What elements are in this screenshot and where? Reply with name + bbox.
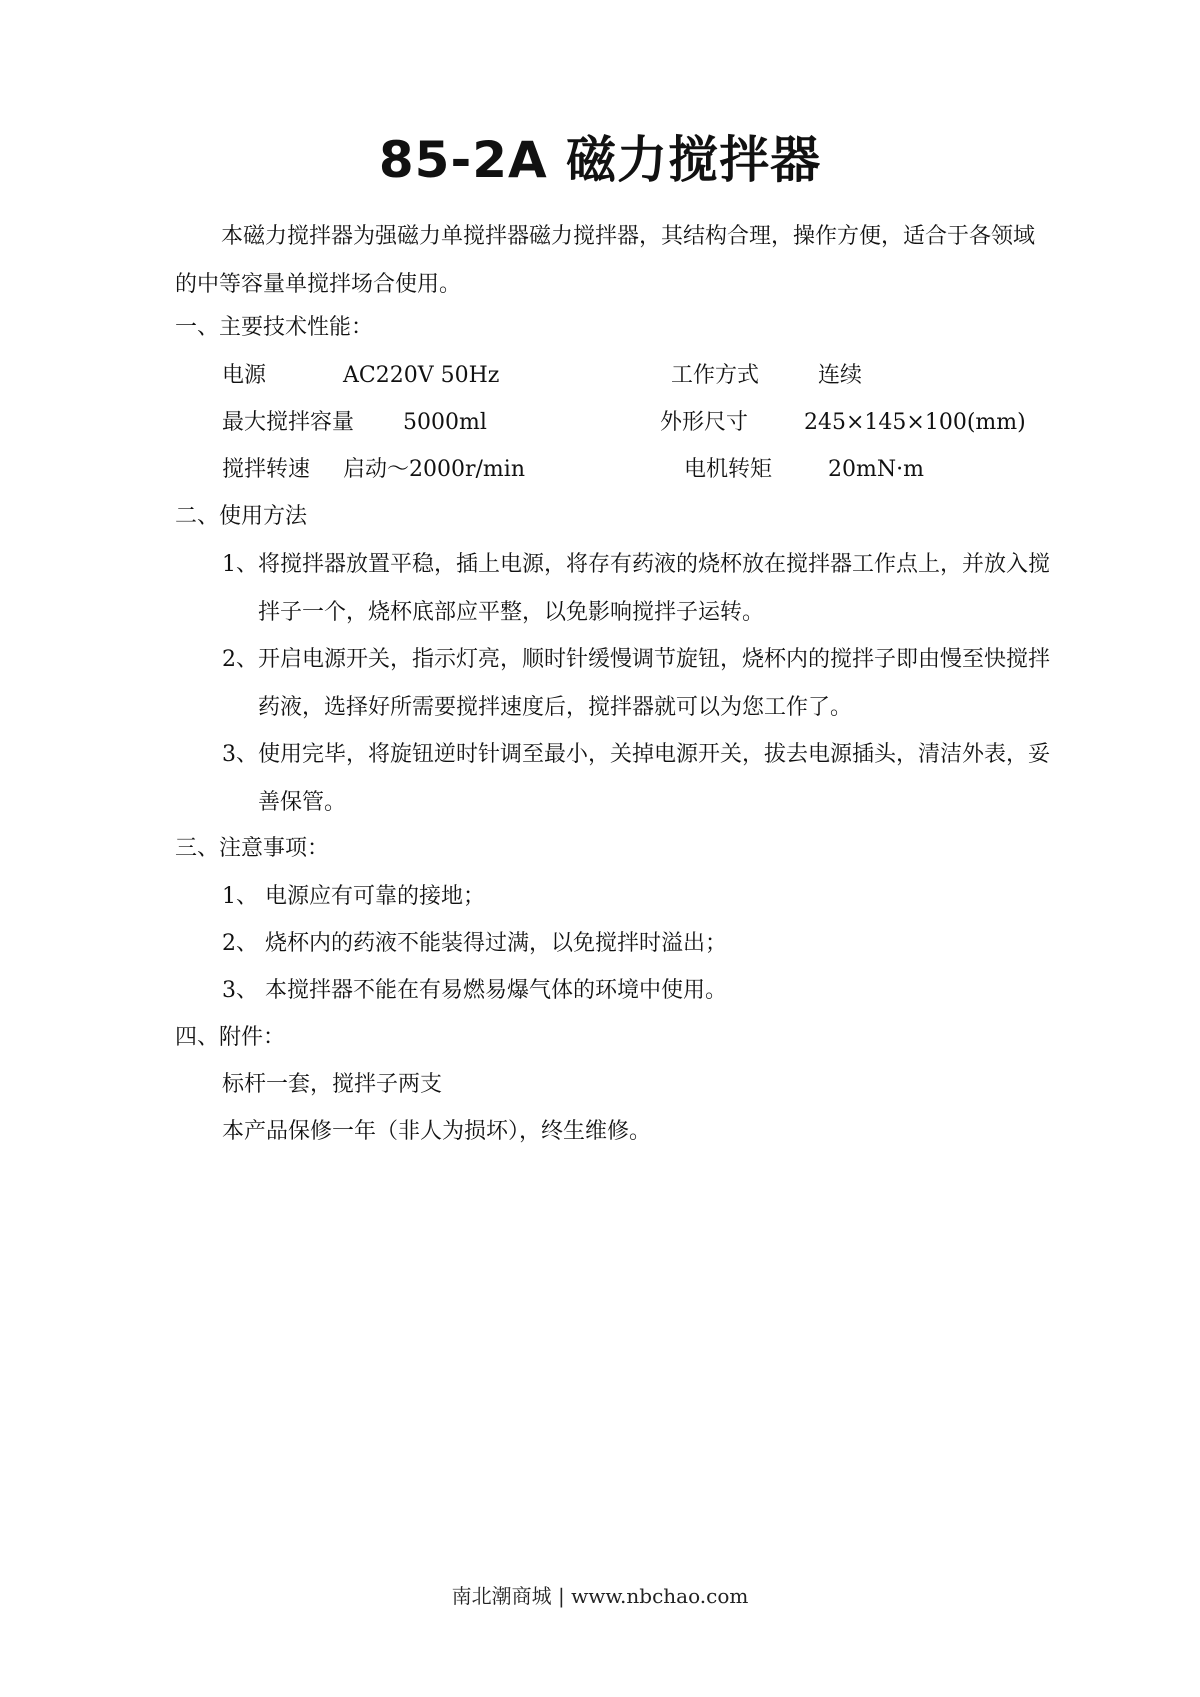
spec-label: 最大搅拌容量 [222, 410, 355, 435]
section-heading-cautions: 三、注意事项： [175, 836, 330, 861]
page-title: 85-2A 磁力搅拌器 [378, 131, 822, 189]
list-item: 3、 本搅拌器不能在有易燃易爆气体的环境中使用。 [222, 978, 727, 1003]
section-heading-usage: 二、使用方法 [175, 504, 308, 529]
intro-paragraph: 本磁力搅拌器为强磁力单搅拌器磁力搅拌器，其结构合理，操作方便，适合于各领域的中等容量单搅拌场合使用。 [175, 224, 1036, 297]
list-item: 3、使用完毕，将旋钮逆时针调至最小，关掉电源开关，拔去电源插头，清洁外表，妥善保管。 [222, 742, 1050, 815]
accessory-line: 标杆一套，搅拌子两支 [222, 1072, 443, 1097]
spec-label: 电源 [222, 363, 267, 388]
warranty-line: 本产品保修一年（非人为损坏），终生维修。 [222, 1119, 652, 1144]
footer: 南北潮商城 | www.nbchao.com [451, 1584, 749, 1608]
spec-label: 工作方式 [671, 363, 760, 388]
list-item: 1、将搅拌器放置平稳，插上电源，将存有药液的烧杯放在搅拌器工作点上，并放入搅拌子一个，烧杯底部应平整，以免影响搅拌子运转。 [222, 552, 1050, 625]
spec-label: 搅拌转速 [222, 457, 311, 482]
list-item: 1、 电源应有可靠的接地； [222, 884, 485, 909]
list-item: 2、 烧杯内的药液不能装得过满，以免搅拌时溢出； [222, 931, 727, 956]
section-heading-specs: 一、主要技术性能： [175, 315, 374, 340]
spec-value: 连续 [818, 363, 863, 388]
spec-label: 电机转矩 [684, 457, 773, 482]
spec-value: 启动～2000r/min [343, 457, 525, 482]
spec-label: 外形尺寸 [660, 410, 749, 435]
spec-value: 5000ml [403, 410, 487, 435]
spec-value: 245×145×100(mm) [804, 410, 1026, 435]
section-heading-accessories: 四、附件： [175, 1025, 286, 1050]
spec-value: 20mN·m [828, 457, 924, 482]
list-item: 2、开启电源开关，指示灯亮，顺时针缓慢调节旋钮，烧杯内的搅拌子即由慢至快搅拌药液，选择好所需要搅拌速度后，搅拌器就可以为您工作了。 [222, 647, 1050, 720]
spec-value: AC220V 50Hz [343, 363, 500, 388]
